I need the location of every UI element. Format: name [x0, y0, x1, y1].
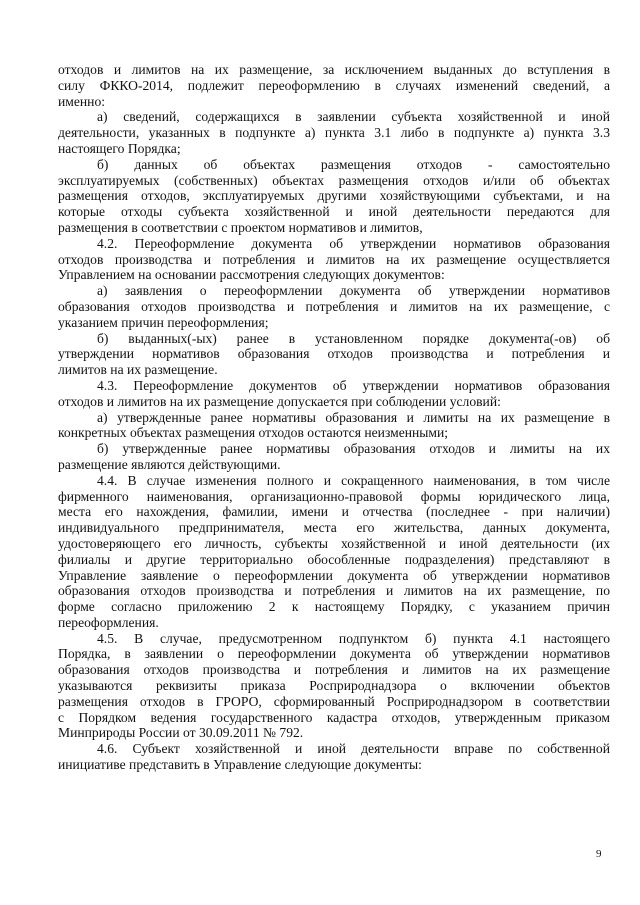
text-line: б) данных об объектах размещения отходов - самостоятельно	[97, 156, 610, 172]
text-line: конкретных объектах размещения отходов остаются неизменными;	[58, 425, 449, 441]
paragraph	[58, 378, 610, 410]
paragraph	[58, 441, 610, 473]
text-line: силу ФККО-2014, подлежит переоформлению в случаях изменений сведений, а	[58, 77, 610, 93]
text-line: Порядка, в заявлении о переоформлении документа об утверждении нормативов	[58, 646, 610, 662]
paragraph	[58, 109, 610, 156]
paragraph	[58, 631, 610, 742]
text-line: указанием причин переоформления;	[58, 314, 269, 330]
text-line: б) выданных(-ых) ранее в установленном порядке документа(-ов) об	[97, 330, 610, 346]
text-line: образования отходов производства и потребления и лимитов на их размещение, по	[58, 583, 610, 599]
text-line: образования отходов производства и потребления и лимитов на их размещение, с	[58, 298, 610, 314]
text-line: б) утвержденные ранее нормативы образования отходов и лимиты на их	[97, 441, 610, 457]
text-line: отходов и лимитов на их размещение допускается при соблюдении условий:	[58, 393, 501, 409]
text-line: 4.4. В случае изменения полного и сокращенного наименования, в том числе	[97, 472, 610, 488]
text-line: отходов производства и потребления и лимитов на их размещение осуществляется	[58, 251, 610, 267]
text-line: лимитов на их размещение.	[58, 362, 218, 378]
text-line: размещения отходов, эксплуатируемых другими хозяйствующими субъектами, и на	[58, 188, 610, 204]
text-line: Управление заявление о переоформлении документа об утверждении нормативов	[58, 567, 610, 583]
text-line: форме согласно приложению 2 к настоящему Порядку, с указанием причин	[58, 599, 610, 615]
text-line: филиалы и другие территориально обособленные подразделения) представляют в	[58, 551, 610, 567]
text-line: переоформления.	[58, 614, 159, 630]
page-number: 9	[596, 848, 602, 860]
text-line: размещения отходов в ГРОРО, сформированный Росприроднадзором в соответствии	[58, 693, 610, 709]
text-line: образования отходов производства и потребления и лимитов на их размещение	[58, 662, 610, 678]
text-line: фирменного наименования, организационно-правовой формы юридического лица,	[58, 488, 610, 504]
text-line: а) утвержденные ранее нормативы образования и лимиты на их размещение в	[97, 409, 610, 425]
text-line: а) сведений, содержащихся в заявлении субъекта хозяйственной и иной	[97, 109, 610, 125]
text-line: эксплуатируемых (собственных) объектах размещения отходов и/или об объектах	[58, 172, 610, 188]
document-body	[58, 62, 610, 773]
text-line: указываются реквизиты приказа Росприроднадзора о включении объектов	[58, 678, 610, 694]
text-line: именно:	[58, 93, 106, 109]
text-line: 4.3. Переоформление документов об утверждении нормативов образования	[97, 377, 610, 393]
text-line: 4.6. Субъект хозяйственной и иной деятельности вправе по собственной	[97, 741, 610, 757]
text-line: места его нахождения, фамилии, имени и отчества (последнее - при наличии)	[58, 504, 610, 520]
text-line: размещения в соответствии с проектом нормативов и лимитов,	[58, 219, 423, 235]
paragraph	[58, 410, 610, 442]
text-line: которые отходы субъекта хозяйственной и иной деятельности передаются для	[58, 204, 610, 220]
paragraph	[58, 741, 610, 773]
paragraph	[58, 62, 610, 109]
text-line: а) заявления о переоформлении документа об утверждении нормативов	[97, 283, 610, 299]
text-line: 4.2. Переоформление документа об утверждении нормативов образования	[97, 235, 610, 251]
text-line: настоящего Порядка;	[58, 140, 181, 156]
text-line: инициативе представить в Управление следующие документы:	[58, 757, 422, 773]
text-line: 4.5. В случае, предусмотренном подпунктом б) пункта 4.1 настоящего	[97, 630, 610, 646]
text-line: индивидуального предпринимателя, места его жительства, данных документа,	[58, 520, 610, 536]
text-line: Минприроды России от 30.09.2011 № 792.	[58, 725, 304, 741]
paragraph	[58, 283, 610, 330]
paragraph	[58, 473, 610, 631]
text-line: удостоверяющего его личность, субъекты хозяйственной и иной деятельности (их	[58, 535, 610, 551]
text-line: деятельности, указанных в подпункте а) пункта 3.1 либо в подпункте а) пункта 3.3	[58, 125, 610, 141]
text-line: отходов и лимитов на их размещение, за исключением выданных до вступления в	[58, 62, 610, 77]
text-line: Управлением на основании рассмотрения следующих документов:	[58, 267, 445, 283]
paragraph	[58, 157, 610, 236]
text-line: размещение являются действующими.	[58, 456, 281, 472]
text-line: утверждении нормативов образования отходов производства и потребления и	[58, 346, 610, 362]
paragraph	[58, 331, 610, 378]
text-line: с Порядком ведения государственного кадастра отходов, утвержденным приказом	[58, 709, 610, 725]
paragraph	[58, 236, 610, 283]
